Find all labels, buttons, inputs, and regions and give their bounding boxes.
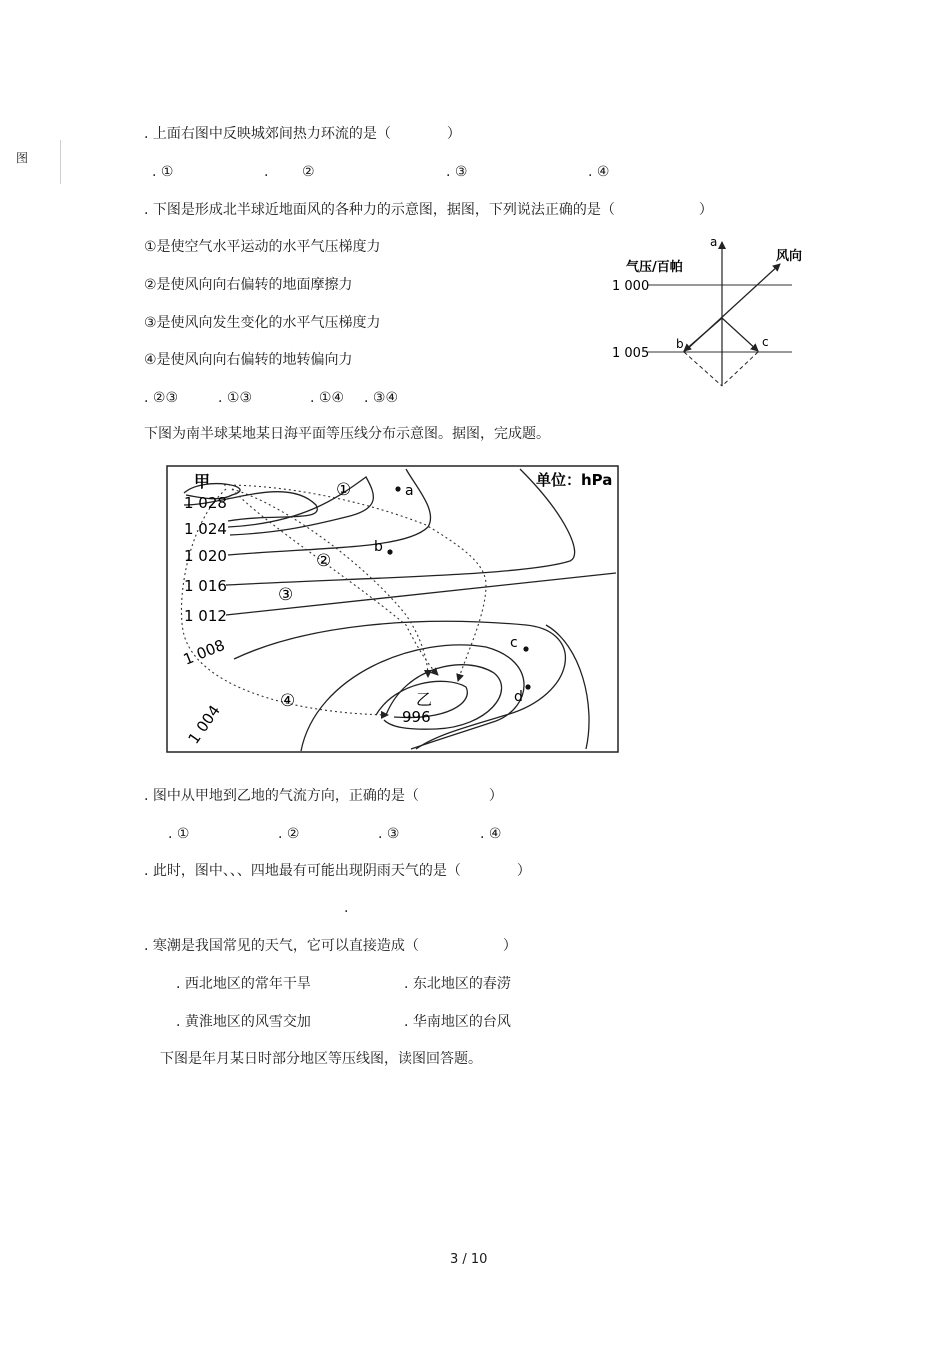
path-label-4: ④ — [280, 691, 296, 711]
next-section-intro: 下图是年月某日时部分地区等压线图，读图回答题。 — [160, 1051, 482, 1067]
q2-statement-2: ②是使风向向右偏转的地面摩擦力 — [144, 277, 353, 293]
q1-option-b: ② — [302, 164, 315, 180]
q3-option-d: . ④ — [480, 826, 502, 842]
point-d-label-map: d — [514, 689, 523, 705]
point-c-label: c — [762, 335, 769, 349]
wind-direction-label: 风向 — [776, 249, 803, 264]
isobar-1000-label: 1 000 — [612, 279, 650, 294]
q3-option-c: . ③ — [378, 826, 400, 842]
pressure-axis-title: 气压/百帕 — [626, 260, 683, 275]
q5-option-d: . 华南地区的台风 — [404, 1014, 511, 1030]
path-label-1: ① — [336, 480, 352, 500]
isobar-label-1004: 1 004 — [184, 701, 224, 748]
q5-option-a: . 西北地区的常年干旱 — [176, 976, 311, 992]
path-label-3: ③ — [278, 585, 294, 605]
isobar-1005-label: 1 005 — [612, 346, 650, 361]
q5-option-b: . 东北地区的春涝 — [404, 976, 511, 992]
point-c-label-map: c — [510, 635, 518, 651]
resultant-dashed-left — [684, 352, 722, 386]
isobar-map — [166, 465, 620, 755]
unit-label: 单位：hPa — [536, 471, 613, 489]
isobar-intro: 下图为南半球某地某日海平面等压线分布示意图。据图，完成题。 — [144, 426, 550, 442]
margin-label: 图 — [16, 151, 29, 165]
isobar-label-1008: 1 008 — [180, 635, 228, 669]
page-number: 3 / 10 — [450, 1252, 488, 1267]
point-b-label-map: b — [374, 539, 383, 555]
point-c-marker — [523, 646, 528, 651]
q2-statement-3: ③是使风向发生变化的水平气压梯度力 — [144, 315, 381, 331]
path-label-2: ② — [316, 551, 332, 571]
high-pressure-label: 甲 — [194, 472, 211, 491]
q1-option-d: . ④ — [588, 164, 610, 180]
question-2-stem: . 下图是形成北半球近地面风的各种力的示意图，据图，下列说法正确的是（ ） — [144, 202, 713, 218]
q2-statement-4: ④是使风向向右偏转的地转偏向力 — [144, 352, 353, 368]
isobar-label-1028: 1 028 — [184, 494, 227, 512]
question-4-stem: . 此时，图中、、、四地最有可能出现阴雨天气的是（ ） — [144, 863, 531, 879]
q2-option-d: . ③④ — [364, 390, 399, 406]
wind-force-diagram — [600, 230, 810, 395]
point-d-marker — [525, 684, 530, 689]
isobar-label-1012: 1 012 — [184, 607, 227, 625]
low-pressure-value: 996 — [402, 708, 431, 726]
point-a-label-map: a — [405, 483, 414, 499]
point-a-marker — [395, 486, 400, 491]
force-c-arrow — [722, 318, 758, 351]
q1-option-c: . ③ — [446, 164, 468, 180]
question-5-stem: . 寒潮是我国常见的天气，它可以直接造成（ ） — [144, 938, 517, 954]
q1-option-b-dot: . — [264, 164, 269, 180]
margin-divider — [60, 140, 61, 184]
q3-option-b: . ② — [278, 826, 300, 842]
q3-option-a: . ① — [168, 826, 190, 842]
low-pressure-label: 乙 — [416, 690, 433, 709]
q2-option-b: . ①③ — [218, 390, 253, 406]
map-frame — [167, 466, 618, 752]
question-1-stem: . 上面右图中反映城郊间热力环流的是（ ） — [144, 126, 461, 142]
q1-option-a: . ① — [152, 164, 174, 180]
isobar-label-1020: 1 020 — [184, 547, 227, 565]
q2-statement-1: ①是使空气水平运动的水平气压梯度力 — [144, 239, 381, 255]
q2-option-a: . ②③ — [144, 390, 179, 406]
resultant-dashed-right — [722, 352, 758, 386]
question-3-stem: . 图中从甲地到乙地的气流方向，正确的是（ ） — [144, 788, 503, 804]
point-b-label: b — [676, 337, 684, 351]
q2-option-c: . ①④ — [310, 390, 345, 406]
point-a-label: a — [710, 235, 718, 249]
point-b-marker — [387, 549, 392, 554]
q4-answer-line: . — [344, 900, 349, 916]
isobar-label-1024: 1 024 — [184, 520, 227, 538]
q5-option-c: . 黄淮地区的风雪交加 — [176, 1014, 311, 1030]
isobar-label-1016: 1 016 — [184, 577, 227, 595]
